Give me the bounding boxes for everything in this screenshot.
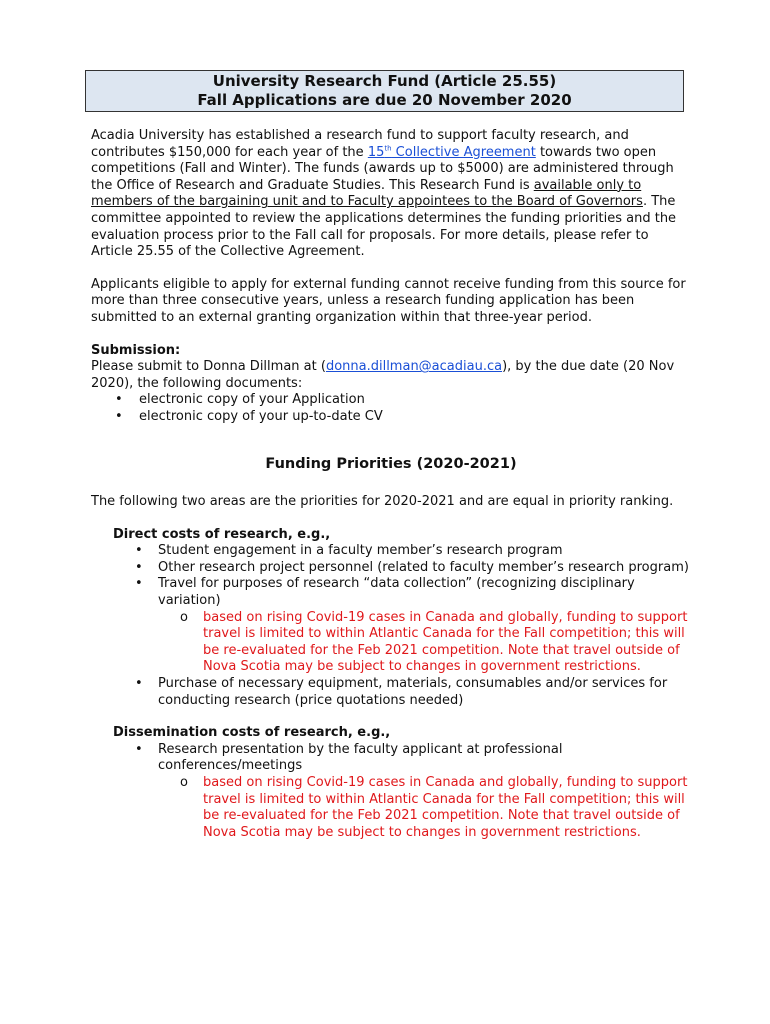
page-title: University Research Fund (Article 25.55) <box>212 72 557 90</box>
submission-text: Please submit to Donna Dillman at (donna.dillman@acadiau.ca), by the due date (20 Nov 2020), the following documents: <box>91 359 675 391</box>
dissemination-section <box>91 725 691 841</box>
subsection-heading: Direct costs of research, e.g., <box>113 526 331 542</box>
documents-list <box>91 392 691 425</box>
direct-costs-section <box>91 527 691 710</box>
priorities-intro: The following two areas are the priorities for 2020-2021 and are equal in priority ranking. <box>91 494 674 510</box>
email-link[interactable]: donna.dillman@acadiau.ca <box>325 359 503 375</box>
intro-paragraph: Acadia University has established a research fund to support faculty research, and contributes $150,000 for each year of the 15th Collective Agreement towards two open competitions (Fall and Winter). The funds (awards up to $5000) are administered through the Office of Research and Graduate Studies. This Research Fund is available only to members of the bargaining unit and to Faculty appointees to the Board of Governors. The committee appointed to review the applications determines the funding priorities and the evaluation process prior to the Fall call for proposals. For more details, please refer to Article 25.55 of the Collective Agreement. <box>91 128 677 260</box>
title-box <box>85 70 684 112</box>
section-heading: Funding Priorities (2020-2021) <box>265 455 517 472</box>
list-item: • Other research project personnel (related to faculty member’s research program) <box>113 560 691 577</box>
submission-heading: Submission: <box>91 342 181 358</box>
list-item: • Travel for purposes of research “data collection” (recognizing disciplinary variation) o based on rising Covid-19 cases in Canada and globally, funding to support travel is limited to within Atlantic Canada for the Fall competition; this will be re-evaluated for the Feb 2021 competition. Note that travel outside of Nova Scotia may be subject to changes in government restrictions. <box>113 576 691 676</box>
subsection-heading: Dissemination costs of research, e.g., <box>113 725 391 741</box>
list-item: • electronic copy of your Application <box>91 392 691 409</box>
travel-note: o based on rising Covid-19 cases in Canada and globally, funding to support travel is limited to within Atlantic Canada for the Fall competition; this will be re-evaluated for the Feb 2021 competition. Note that travel outside of Nova Scotia may be subject to changes in government restrictions. <box>158 610 691 676</box>
list-item: • Research presentation by the faculty applicant at professional conferences/meetings o based on rising Covid-19 cases in Canada and globally, funding to support travel is limited to within Atlantic Canada for the Fall competition; this will be re-evaluated for the Feb 2021 competition. Note that travel outside of Nova Scotia may be subject to changes in government restrictions. <box>113 742 691 842</box>
list-item: • electronic copy of your up-to-date CV <box>91 409 691 426</box>
collective-agreement-link[interactable]: 15th Collective Agreement <box>367 144 536 160</box>
travel-note: o based on rising Covid-19 cases in Canada and globally, funding to support travel is limited to within Atlantic Canada for the Fall competition; this will be re-evaluated for the Feb 2021 competition. Note that travel outside of Nova Scotia may be subject to changes in government restrictions. <box>158 775 691 841</box>
page-subtitle: Fall Applications are due 20 November 2020 <box>197 91 572 109</box>
list-item: • Student engagement in a faculty member’s research program <box>113 543 691 560</box>
eligibility-paragraph: Applicants eligible to apply for external funding cannot receive funding from this source for more than three consecutive years, unless a research funding application has been submitted to an external granting organization within that three-year period. <box>91 276 686 325</box>
list-item: • Purchase of necessary equipment, materials, consumables and/or services for conducting research (price quotations needed) <box>113 676 691 709</box>
eligibility-underline: available only to members of the bargaining unit and to Faculty appointees to the Board of Governors <box>91 177 643 210</box>
document-body <box>91 128 691 841</box>
